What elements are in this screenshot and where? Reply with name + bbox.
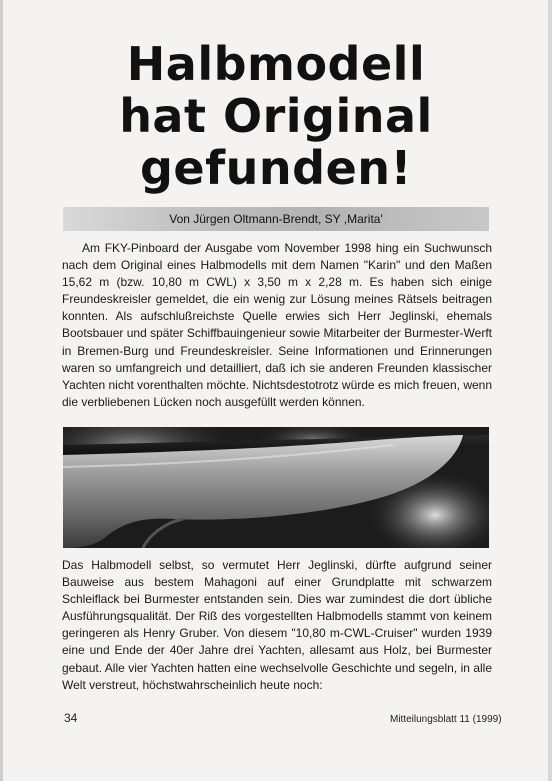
headline-line-3: gefunden!	[140, 141, 412, 195]
author-byline: Von Jürgen Oltmann-Brendt, SY ,Marita'	[63, 207, 489, 231]
journal-footer: Mitteilungsblatt 11 (1999)	[390, 714, 502, 725]
paragraph-intro: Am FKY-Pinboard der Ausgabe vom November 1998 hing ein Suchwunsch nach dem Original eines Halbmodells mit dem Namen "Karin" und den Maßen 15,62 m (bzw. 10,80 m CWL) x 3,50 m x 2,28 m. Es haben sich einige Freundeskreisler gemeldet, die ein wenig zur Lösung meines Rätsels beitragen konnten. Als aufschlußreichste Quelle erwies sich Herr Jeglinski, ehemals Bootsbauer und später Schiffbauingenieur sowie Mitarbeiter der Burmester-Werft in Bremen-Burg und Freundeskreisler. Seine Informationen und Erinnerungen waren so umfangreich und detailliert, daß ich sie anderen Freunden klassischer Yachten nicht vorenthalten möchte. Nichtsdestotrotz würde es mich freuen, wenn die verbliebenen Lücken noch ausgefüllt werden können.	[62, 241, 493, 409]
page-left-edge	[0, 0, 3, 781]
paragraph-model-history: Das Halbmodell selbst, so vermutet Herr Jeglinski, dürfte aufgrund seiner Bauweise aus bestem Mahagoni auf einer Grundplatte mit schwarzem Schleiflack bei Burmester entstanden sein. Dies war zumindest die dort übliche Ausführungsqualität. Der Riß des vorgestellten Halbmodells stammt von keinem geringeren als Henry Gruber. Von diesem "10,80 m-CWL-Cruiser" wurden 1939 eine und Ende der 40er Jahre drei Yachten, allesamt aus Holz, bei Burmester gebaut. Alle vier Yachten hatten eine wechselvolle Geschichte und segeln, in alle Welt verstreut, höchstwahrscheinlich heute noch:	[62, 558, 492, 692]
headline-line-2: hat Original	[119, 89, 433, 143]
page-number: 34	[64, 711, 78, 725]
article-headline	[60, 38, 492, 194]
half-model-image	[63, 427, 489, 548]
page-right-edge	[548, 0, 552, 781]
half-model-photo	[63, 427, 489, 548]
headline-line-1: Halbmodell	[126, 37, 426, 91]
